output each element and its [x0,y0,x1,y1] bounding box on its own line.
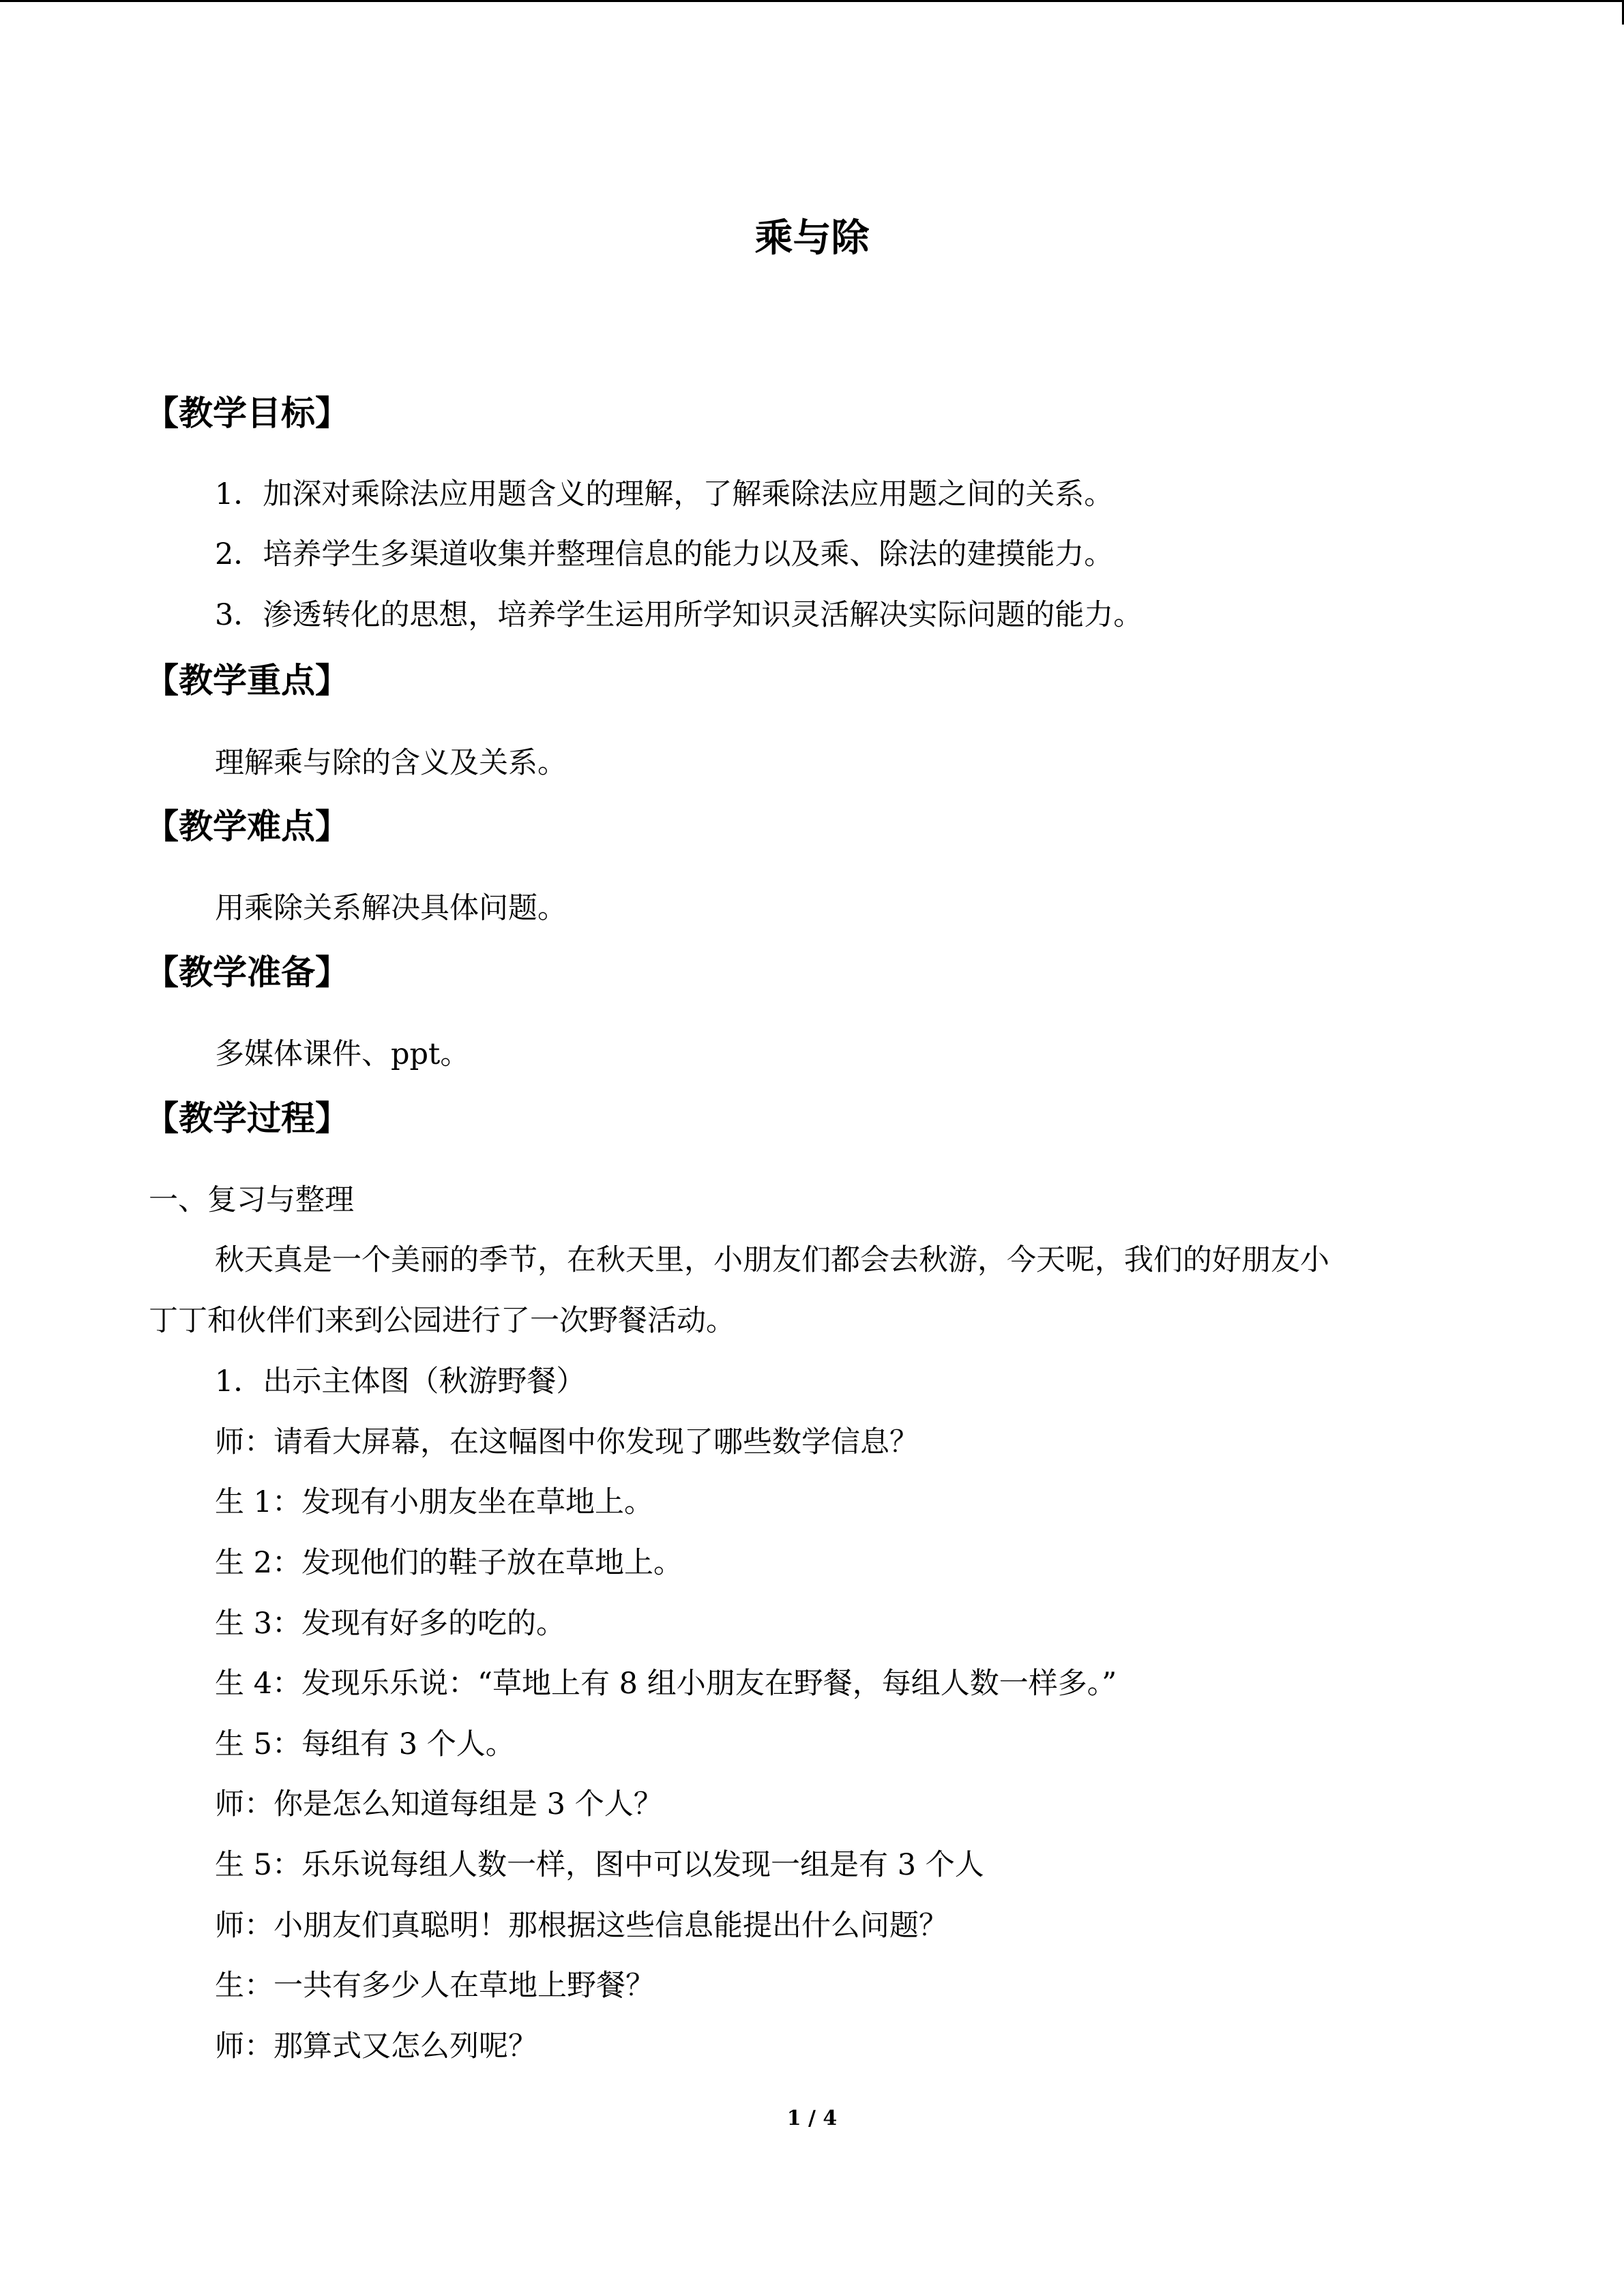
preparation-text: 多媒体课件、ppt。 [215,1037,470,1071]
process-intro-line-1: 秋天真是一个美丽的季节，在秋天里，小朋友们都会去秋游，今天呢，我们的好朋友小 [215,1243,1329,1277]
heading-difficulties: 【教学难点】 [145,807,349,846]
process-intro-line-2: 丁丁和伙伴们来到公园进行了一次野餐活动。 [149,1304,735,1338]
process-line-3: 生 1：发现有小朋友坐在草地上。 [215,1485,654,1519]
heading-process: 【教学过程】 [145,1099,349,1138]
objective-item-3: 3．渗透转化的思想，培养学生运用所学知识灵活解决实际问题的能力。 [215,598,1143,632]
process-line-9: 生 5：乐乐说每组人数一样，图中可以发现一组是有 3 个人 [215,1848,984,1882]
heading-objectives: 【教学目标】 [145,393,349,433]
process-line-1: 1．出示主体图（秋游野餐） [215,1365,586,1399]
process-line-12: 师：那算式又怎么列呢？ [215,2029,537,2063]
heading-preparation: 【教学准备】 [145,953,349,992]
process-line-7: 生 5：每组有 3 个人。 [215,1727,515,1761]
key-points-text: 理解乘与除的含义及关系。 [215,746,567,780]
process-line-11: 生：一共有多少人在草地上野餐？ [215,1969,655,2003]
process-line-6: 生 4：发现乐乐说：“草地上有 8 组小朋友在野餐，每组人数一样多。” [215,1667,1117,1701]
top-border-line [0,0,1624,2]
process-line-5: 生 3：发现有好多的吃的。 [215,1607,566,1641]
process-line-10: 师：小朋友们真聪明！那根据这些信息能提出什么问题？ [215,1909,948,1943]
objective-item-2: 2．培养学生多渠道收集并整理信息的能力以及乘、除法的建摸能力。 [215,537,1114,571]
objective-item-1: 1．加深对乘除法应用题含义的理解，了解乘除法应用题之间的关系。 [215,477,1114,511]
process-part1-title: 一、复习与整理 [149,1183,354,1217]
difficulties-text: 用乘除关系解决具体问题。 [215,891,567,925]
heading-key-points: 【教学重点】 [145,661,349,700]
process-line-4: 生 2：发现他们的鞋子放在草地上。 [215,1546,683,1580]
process-line-8: 师：你是怎么知道每组是 3 个人？ [215,1787,663,1821]
page-title: 乘与除 [754,216,870,260]
page-indicator: 1 / 4 [786,2106,838,2130]
process-line-2: 师：请看大屏幕，在这幅图中你发现了哪些数学信息？ [215,1425,919,1459]
